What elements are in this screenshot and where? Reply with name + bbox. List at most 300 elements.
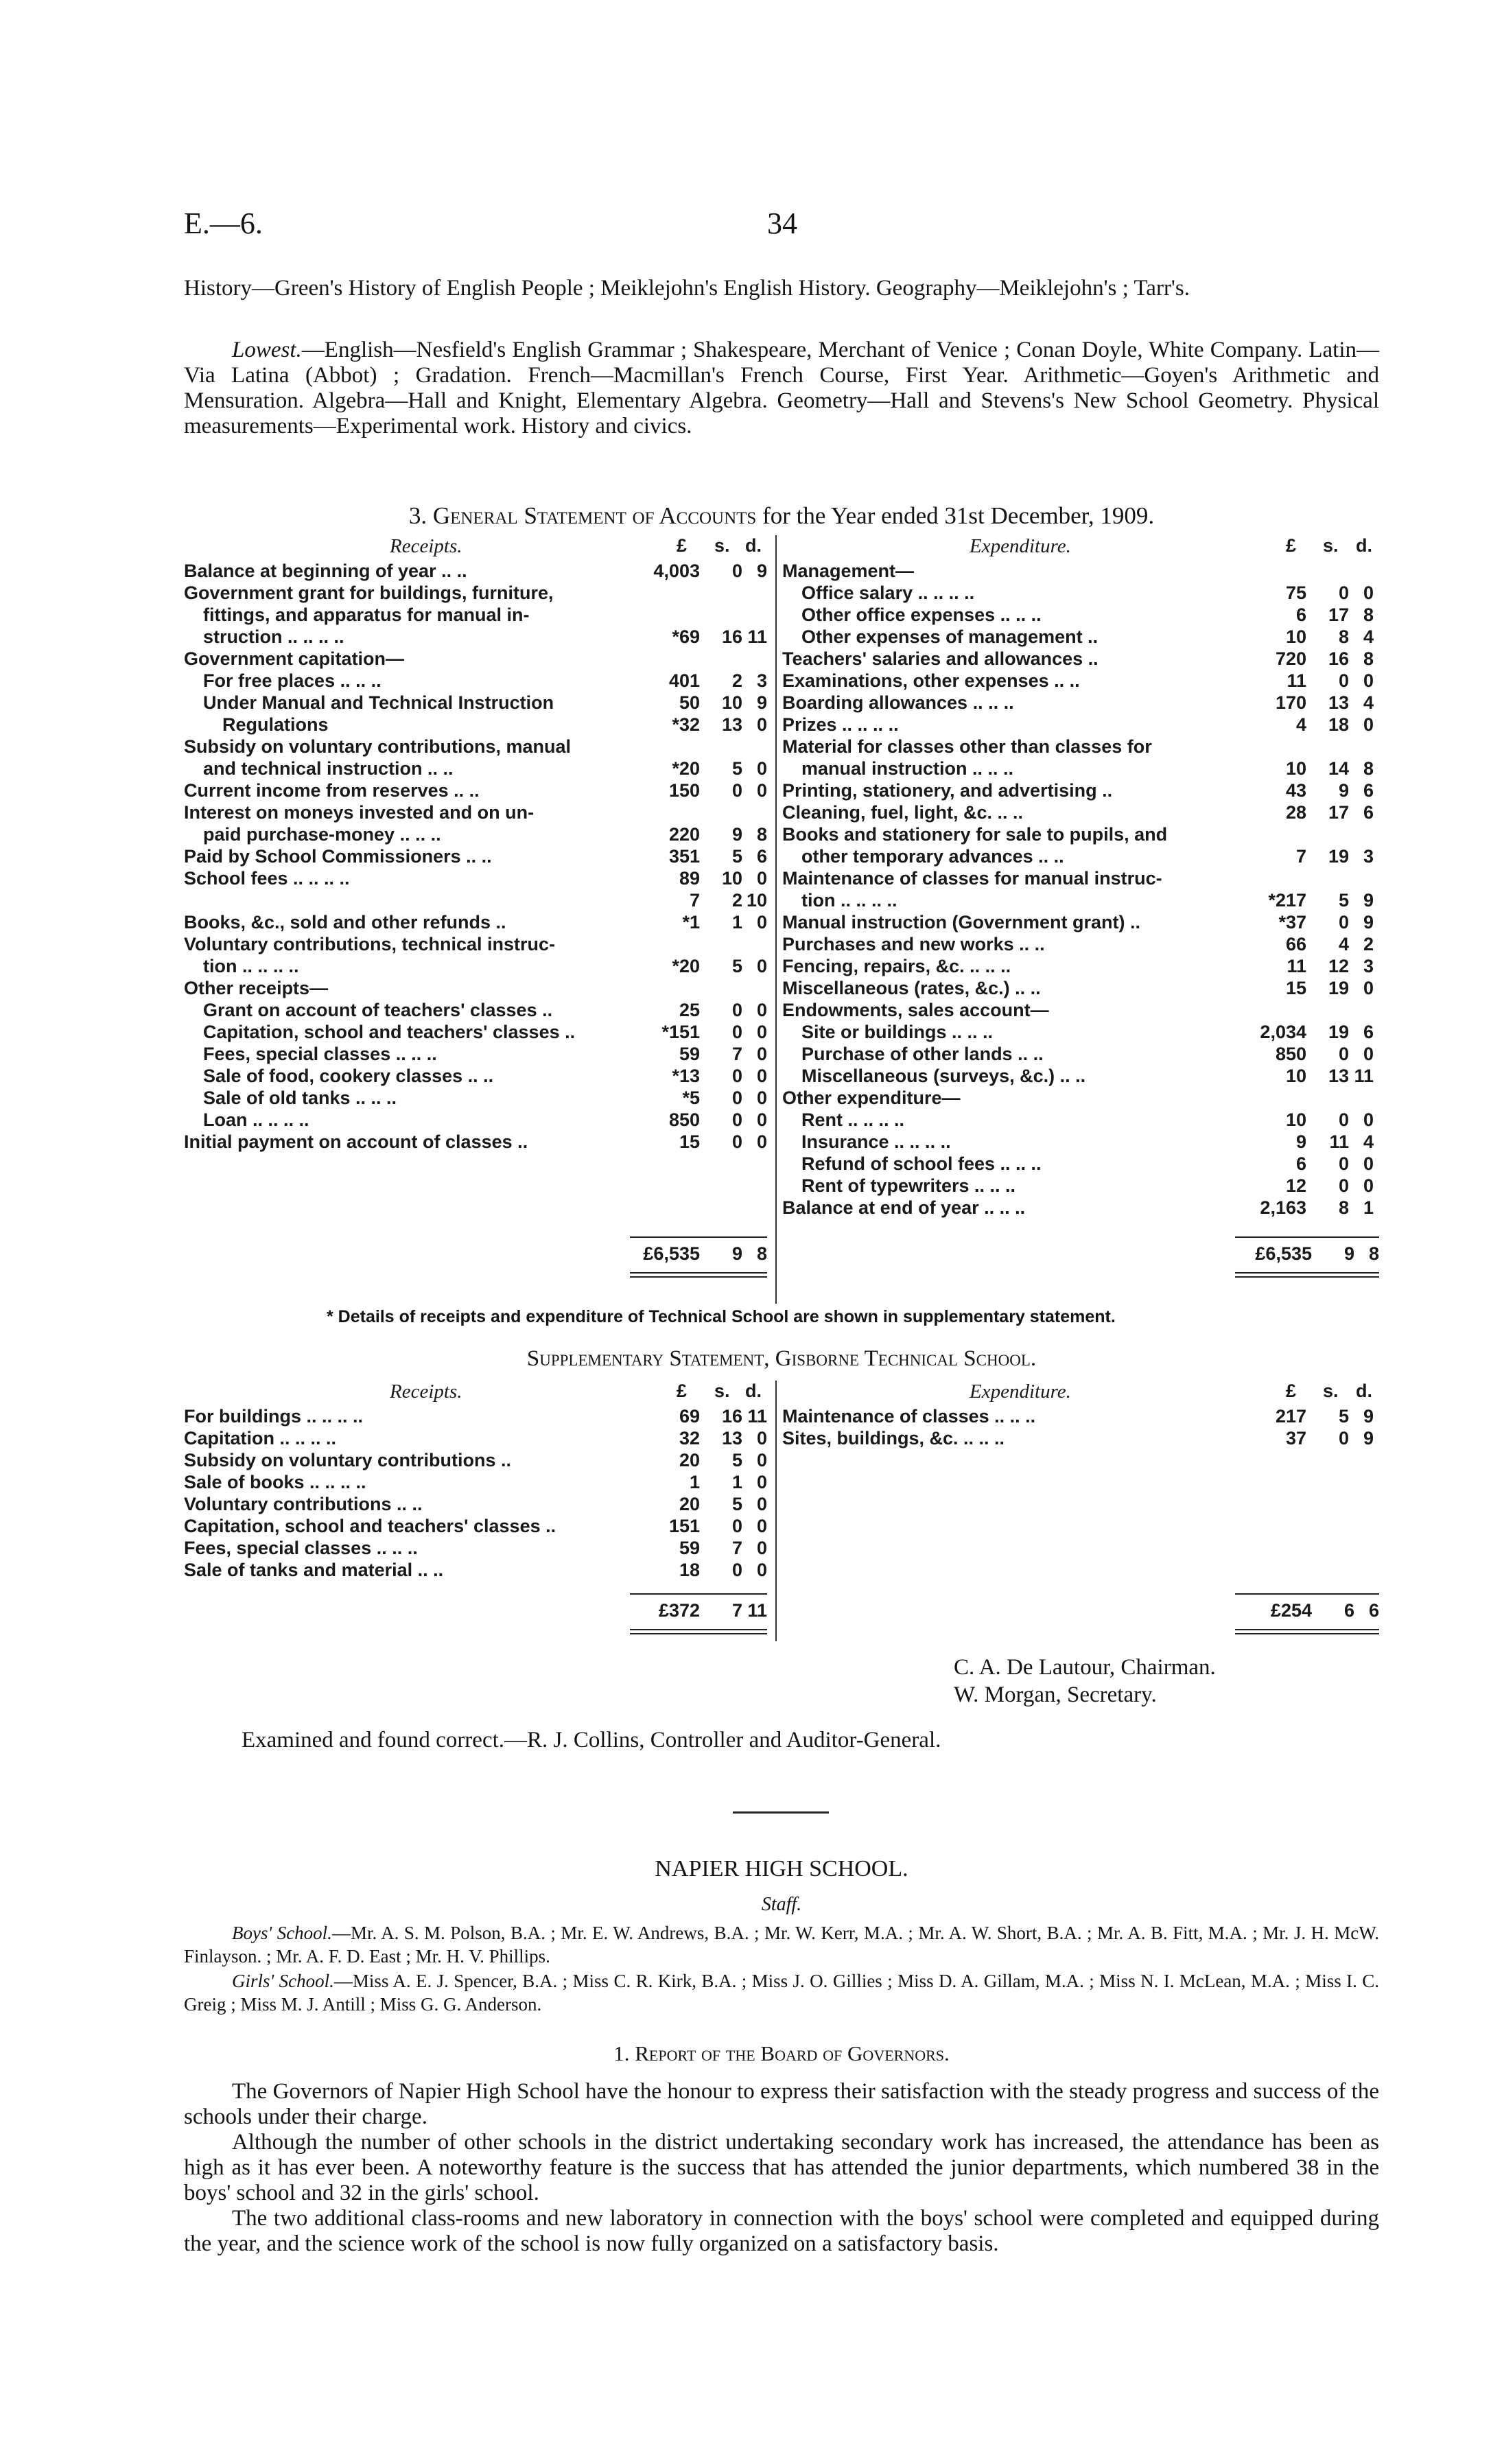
amount-pounds: 401 xyxy=(668,670,700,691)
account-label: Sale of food, cookery classes .. .. xyxy=(203,1066,494,1086)
amount-pounds: *37 xyxy=(1278,912,1306,932)
amount-pence: 8 xyxy=(1363,648,1374,669)
document-code: E.—6. xyxy=(184,207,263,240)
amount-shillings: 0 xyxy=(731,1516,742,1536)
amount-pence: 6 xyxy=(756,846,767,867)
account-label: Insurance .. .. .. .. xyxy=(801,1131,951,1152)
amount-pence: 8 xyxy=(1363,758,1374,779)
amount-pence: 0 xyxy=(756,912,767,932)
amount-shillings: 19 xyxy=(1328,846,1349,867)
account-label: Books, &c., sold and other refunds .. xyxy=(184,912,506,932)
account-row xyxy=(184,1021,773,1043)
amount-pence: 9 xyxy=(1363,1428,1374,1448)
account-label: Other receipts— xyxy=(184,978,329,998)
account-row xyxy=(782,911,1379,933)
amount-pounds: *13 xyxy=(672,1066,700,1086)
account-row xyxy=(782,1405,1379,1427)
amount-shillings: 5 xyxy=(731,956,742,976)
account-label: Fencing, repairs, &c. .. .. .. xyxy=(782,956,1011,976)
amount-pence: 1 xyxy=(1363,1197,1374,1218)
account-row xyxy=(184,714,773,736)
account-label: Examinations, other expenses .. .. xyxy=(782,670,1080,691)
auditor-note: Examined and found correct.—R. J. Collins, Controller and Auditor-General. xyxy=(242,1728,941,1752)
account-row xyxy=(782,1131,1379,1153)
amount-pounds: *69 xyxy=(672,626,700,647)
amount-shillings: 10 xyxy=(721,692,742,713)
account-label: Miscellaneous (rates, &c.) .. .. xyxy=(782,978,1041,998)
amount-pounds: 220 xyxy=(668,824,700,845)
account-row xyxy=(782,1087,1379,1109)
amount-pence: 9 xyxy=(1363,890,1374,911)
account-label: Rent of typewriters .. .. .. xyxy=(801,1175,1016,1196)
account-label: Other expenses of management .. xyxy=(801,626,1099,647)
girls-staff: Girls' School.—Miss A. E. J. Spencer, B.A. ; Miss C. R. Kirk, B.A. ; Miss J. O. Gillies ; Miss D. A. Gillam, M.A. ; Miss N. I. McLean, M.A. ; Miss I. C. Greig ; Miss M. J. Antill ; Miss G. G. Anderson. xyxy=(184,1971,1379,2015)
lowest-text: —English—Nesfield's English Grammar ; Shakespeare, Merchant of Venice ; Conan Doyle, White Company. Latin—Via Latina (Abbot) ; Gradation. French—Macmillan's French Course, First Year. Arithmetic—Goyen's Arithmetic and Mensuration. Algebra—Hall and Knight, Elementary Algebra. Geometry—Hall and Stevens's New School Geometry. Physical measurements—Experimental work. History and civics. xyxy=(184,338,1379,438)
account-row xyxy=(782,670,1379,692)
amount-shillings: 5 xyxy=(731,846,742,867)
account-label: tion .. .. .. .. xyxy=(801,890,897,911)
account-row xyxy=(184,1537,773,1559)
amount-pence: 4 xyxy=(1363,1131,1374,1152)
amount-pounds: 2,034 xyxy=(1260,1022,1306,1042)
amount-shillings: 8 xyxy=(1338,1197,1349,1218)
amount-shillings: 13 xyxy=(721,1428,742,1448)
account-label: Voluntary contributions, technical instruc- xyxy=(184,934,556,954)
account-label: Other office expenses .. .. .. xyxy=(801,605,1042,625)
account-label: Capitation, school and teachers' classes .. xyxy=(203,1022,576,1042)
account-row xyxy=(184,933,773,955)
account-label: Sale of tanks and material .. .. xyxy=(184,1560,444,1580)
account-row xyxy=(782,582,1379,604)
amount-pounds: 43 xyxy=(1285,780,1306,801)
account-label: Sites, buildings, &c. .. .. .. xyxy=(782,1428,1005,1448)
account-row xyxy=(184,911,773,933)
amount-pounds: 15 xyxy=(1285,978,1306,998)
footnote: * Details of receipts and expenditure of Technical School are shown in supplementary statement. xyxy=(327,1307,1116,1326)
account-row xyxy=(184,1087,773,1109)
account-row xyxy=(184,1471,773,1493)
amount-shillings: 13 xyxy=(1328,692,1349,713)
expenditure-total-rule-top xyxy=(1235,1236,1379,1238)
account-label: Sale of books .. .. .. .. xyxy=(184,1472,366,1492)
amount-shillings: 0 xyxy=(1338,1153,1349,1174)
account-label: Government grant for buildings, furniture, xyxy=(184,583,554,603)
amount-pence: 0 xyxy=(1363,1153,1374,1174)
amount-shillings: 0 xyxy=(731,1131,742,1152)
account-row xyxy=(184,736,773,758)
intro-paragraph-history: History—Green's History of English People ; Meiklejohn's English History. Geography—Meiklejohn's ; Tarr's. xyxy=(184,276,1190,301)
account-row xyxy=(184,801,773,823)
amount-pence: 0 xyxy=(756,1000,767,1020)
amount-pounds: 11 xyxy=(1287,670,1306,691)
amount-shillings: 5 xyxy=(1338,890,1349,911)
amount-shillings: 19 xyxy=(1328,1022,1349,1042)
amount-shillings: 8 xyxy=(1338,626,1349,647)
report-paragraph-3: The two additional class-rooms and new laboratory in connection with the boys' school were completed and equipped during the year, and the science work of the school is now fully organized on a satisfactory basis. xyxy=(184,2206,1379,2256)
account-row xyxy=(184,889,773,911)
account-row xyxy=(184,977,773,999)
account-row xyxy=(184,626,773,648)
amount-pounds: 66 xyxy=(1285,934,1306,954)
account-label: Subsidy on voluntary contributions .. xyxy=(184,1450,512,1470)
amount-pounds: *20 xyxy=(672,758,700,779)
amount-shillings: 19 xyxy=(1328,978,1349,998)
amount-shillings: 0 xyxy=(731,1088,742,1108)
amount-shillings: 17 xyxy=(1328,802,1349,823)
amount-pence: 0 xyxy=(756,1131,767,1152)
amount-pence: 3 xyxy=(756,670,767,691)
amount-pence: 0 xyxy=(756,1088,767,1108)
col-shilling: s. xyxy=(714,535,730,556)
amount-pounds: 150 xyxy=(668,780,700,801)
amount-shillings: 13 xyxy=(721,714,742,735)
supplementary-title: Supplementary Statement, Gisborne Technical School. xyxy=(526,1346,1037,1371)
amount-pence: 0 xyxy=(756,956,767,976)
supp-receipts-double-b xyxy=(630,1633,767,1634)
amount-pence: 10 xyxy=(746,890,767,911)
amount-shillings: 11 xyxy=(1329,1131,1349,1152)
column-divider xyxy=(775,535,777,1304)
account-row xyxy=(782,626,1379,648)
amount-pounds: *151 xyxy=(661,1022,700,1042)
amount-pence: 0 xyxy=(756,1022,767,1042)
account-row xyxy=(184,648,773,670)
intro-paragraph-lowest xyxy=(184,338,1379,439)
account-row xyxy=(782,977,1379,999)
amount-shillings: 14 xyxy=(1328,758,1349,779)
account-row xyxy=(782,692,1379,714)
amount-shillings: 16 xyxy=(721,626,742,647)
supp-receipts-column xyxy=(184,1405,773,1581)
amount-pounds: 18 xyxy=(679,1560,700,1580)
amount-pence: 0 xyxy=(1363,978,1374,998)
amount-pounds: 69 xyxy=(679,1406,700,1427)
amount-pence: 3 xyxy=(1363,956,1374,976)
amount-pence: 0 xyxy=(1363,1175,1374,1196)
account-label: Site or buildings .. .. .. xyxy=(801,1022,994,1042)
amount-shillings: 17 xyxy=(1328,605,1349,625)
signature-secretary: W. Morgan, Secretary. xyxy=(954,1682,1157,1707)
account-row xyxy=(782,1175,1379,1197)
expenditure-column xyxy=(782,560,1379,1219)
account-label: Prizes .. .. .. .. xyxy=(782,714,899,735)
amount-pounds: 10 xyxy=(1285,1110,1306,1130)
amount-pounds: 7 xyxy=(689,890,700,911)
amount-pence: 0 xyxy=(1363,1110,1374,1130)
account-label: Balance at beginning of year .. .. xyxy=(184,561,467,581)
amount-shillings: 0 xyxy=(731,1560,742,1580)
amount-pence: 3 xyxy=(1363,846,1374,867)
account-row xyxy=(782,736,1379,758)
amount-pounds: 20 xyxy=(679,1494,700,1514)
account-label: Miscellaneous (surveys, &c.) .. .. xyxy=(801,1066,1086,1086)
amount-pence: 0 xyxy=(1363,583,1374,603)
amount-pence: 11 xyxy=(1354,1066,1374,1086)
amount-pounds: 11 xyxy=(1287,956,1306,976)
amount-pounds: 351 xyxy=(668,846,700,867)
account-label: other temporary advances .. .. xyxy=(801,846,1064,867)
expenditure-heading: Expenditure. xyxy=(970,535,1071,557)
amount-pounds: 720 xyxy=(1275,648,1306,669)
account-row xyxy=(782,999,1379,1021)
amount-shillings: 9 xyxy=(731,824,742,845)
amount-pence: 0 xyxy=(756,714,767,735)
amount-shillings: 0 xyxy=(1338,1428,1349,1448)
amount-shillings: 12 xyxy=(1328,956,1349,976)
amount-shillings: 16 xyxy=(1328,648,1349,669)
amount-pence: 0 xyxy=(1363,714,1374,735)
amount-shillings: 7 xyxy=(731,1538,742,1558)
account-label: Capitation .. .. .. .. xyxy=(184,1428,337,1448)
account-row xyxy=(782,1109,1379,1131)
amount-pounds: 10 xyxy=(1285,626,1306,647)
amount-pounds: 4 xyxy=(1295,714,1306,735)
amount-shillings: 5 xyxy=(731,758,742,779)
amount-shillings: 13 xyxy=(1328,1066,1349,1086)
account-row xyxy=(782,1043,1379,1065)
account-label: Office salary .. .. .. .. xyxy=(801,583,975,603)
supp-col-pence-exp: d. xyxy=(1356,1381,1372,1401)
amount-pence: 0 xyxy=(756,1450,767,1470)
account-label: For buildings .. .. .. .. xyxy=(184,1406,363,1427)
amount-pence: 11 xyxy=(747,626,767,647)
account-row xyxy=(184,758,773,779)
amount-shillings: 7 xyxy=(731,1044,742,1064)
amount-pounds: 2,163 xyxy=(1260,1197,1306,1218)
report-paragraph-1: The Governors of Napier High School have the honour to express their satisfaction with the steady progress and success of the schools under their charge. xyxy=(184,2079,1379,2129)
account-row xyxy=(184,1559,773,1581)
amount-shillings: 0 xyxy=(1338,912,1349,932)
amount-pounds: 1 xyxy=(689,1472,700,1492)
account-label: Grant on account of teachers' classes .. xyxy=(203,1000,553,1020)
account-label: Government capitation— xyxy=(184,648,405,669)
amount-pence: 8 xyxy=(756,824,767,845)
account-label: Management— xyxy=(782,561,915,581)
amount-pence: 6 xyxy=(1363,1022,1374,1042)
amount-shillings: 0 xyxy=(731,1022,742,1042)
account-label: Paid by School Commissioners .. .. xyxy=(184,846,492,867)
amount-shillings: 5 xyxy=(731,1450,742,1470)
account-row xyxy=(184,1065,773,1087)
amount-pence: 0 xyxy=(756,1044,767,1064)
supp-col-pound: £ xyxy=(677,1381,688,1401)
account-row xyxy=(782,648,1379,670)
amount-pence: 0 xyxy=(1363,1044,1374,1064)
account-row xyxy=(184,582,773,604)
account-label: Rent .. .. .. .. xyxy=(801,1110,905,1130)
account-label: and technical instruction .. .. xyxy=(203,758,454,779)
amount-shillings: 10 xyxy=(721,868,742,889)
amount-pounds: 75 xyxy=(1285,583,1306,603)
amount-pence: 9 xyxy=(756,561,767,581)
account-label: Capitation, school and teachers' classes .. xyxy=(184,1516,556,1536)
supp-col-shilling-exp: s. xyxy=(1323,1381,1339,1401)
amount-pence: 0 xyxy=(756,1428,767,1448)
amount-pence: 9 xyxy=(1363,912,1374,932)
amount-pence: 9 xyxy=(756,692,767,713)
amount-pence: 8 xyxy=(1363,605,1374,625)
account-row xyxy=(782,889,1379,911)
amount-shillings: 2 xyxy=(731,890,742,911)
amount-shillings: 18 xyxy=(1328,714,1349,735)
amount-pounds: 15 xyxy=(679,1131,700,1152)
account-label: paid purchase-money .. .. .. xyxy=(203,824,441,845)
account-label: Books and stationery for sale to pupils, and xyxy=(782,824,1168,845)
account-label: Fees, special classes .. .. .. xyxy=(203,1044,437,1064)
amount-pounds: 37 xyxy=(1285,1428,1306,1448)
account-label: Under Manual and Technical Instruction xyxy=(203,692,554,713)
amount-pounds: *20 xyxy=(672,956,700,976)
amount-pence: 0 xyxy=(756,1066,767,1086)
account-row xyxy=(782,779,1379,801)
account-row xyxy=(184,1405,773,1427)
supp-col-shilling: s. xyxy=(714,1381,730,1401)
amount-pounds: 6 xyxy=(1295,1153,1306,1174)
amount-shillings: 0 xyxy=(1338,670,1349,691)
section-divider xyxy=(733,1811,829,1814)
amount-pounds: 59 xyxy=(679,1044,700,1064)
amount-shillings: 0 xyxy=(1338,583,1349,603)
account-label: Purchase of other lands .. .. xyxy=(801,1044,1044,1064)
receipts-double-rule-a xyxy=(630,1272,767,1274)
amount-pounds: 170 xyxy=(1275,692,1306,713)
account-row xyxy=(184,1427,773,1449)
amount-pounds: 7 xyxy=(1295,846,1306,867)
amount-pounds: 151 xyxy=(668,1516,700,1536)
amount-pounds: *32 xyxy=(672,714,700,735)
account-label: Other expenditure— xyxy=(782,1088,961,1108)
amount-pounds: 10 xyxy=(1285,758,1306,779)
amount-shillings: 5 xyxy=(731,1494,742,1514)
account-row xyxy=(782,1065,1379,1087)
napier-title: NAPIER HIGH SCHOOL. xyxy=(655,1856,908,1881)
amount-pounds: 4,003 xyxy=(653,561,700,581)
boys-staff: Boys' School.—Mr. A. S. M. Polson, B.A. ; Mr. E. W. Andrews, B.A. ; Mr. W. Kerr, M.A. ; Mr. A. W. Short, B.A. ; Mr. A. B. Fitt, M.A. ; Mr. J. H. McW. Finlayson. ; Mr. A. F. D. East ; Mr. H. V. Phillips. xyxy=(184,1923,1379,1967)
amount-pence: 0 xyxy=(756,1538,767,1558)
account-label: Maintenance of classes .. .. .. xyxy=(782,1406,1036,1427)
amount-shillings: 0 xyxy=(1338,1175,1349,1196)
receipts-column xyxy=(184,560,773,1153)
account-row xyxy=(782,801,1379,823)
amount-shillings: 0 xyxy=(731,1110,742,1130)
report-heading: 1. Report of the Board of Governors. xyxy=(613,2041,950,2065)
account-row xyxy=(184,1493,773,1515)
amount-shillings: 4 xyxy=(1338,934,1349,954)
account-label: Endowments, sales account— xyxy=(782,1000,1049,1020)
account-label: Loan .. .. .. .. xyxy=(203,1110,309,1130)
amount-pounds: *217 xyxy=(1268,890,1306,911)
account-label: Cleaning, fuel, light, &c. .. .. xyxy=(782,802,1024,823)
report-paragraph-2: Although the number of other schools in the district undertaking secondary work has increased, the attendance has been as high as it has ever been. A noteworthy feature is the success that has attended the junior departments, which numbered 38 in the boys' school and 32 in the girls' school. xyxy=(184,2130,1379,2205)
account-label: fittings, and apparatus for manual in- xyxy=(203,605,530,625)
account-row xyxy=(184,999,773,1021)
amount-pounds: 850 xyxy=(1275,1044,1306,1064)
account-row xyxy=(782,955,1379,977)
amount-shillings: 16 xyxy=(721,1406,742,1427)
account-label: struction .. .. .. .. xyxy=(203,626,344,647)
staff-heading: Staff. xyxy=(761,1894,802,1915)
col-pound: £ xyxy=(677,535,688,556)
amount-pence: 0 xyxy=(756,780,767,801)
amount-pounds: 25 xyxy=(679,1000,700,1020)
receipts-heading: Receipts. xyxy=(390,535,462,557)
account-label: Subsidy on voluntary contributions, manual xyxy=(184,736,572,757)
account-label: Refund of school fees .. .. .. xyxy=(801,1153,1042,1174)
account-row xyxy=(184,1515,773,1537)
expenditure-double-rule-b xyxy=(1235,1276,1379,1278)
receipts-double-rule-b xyxy=(630,1276,767,1278)
lowest-label: Lowest. xyxy=(232,338,302,362)
account-row xyxy=(782,604,1379,626)
account-row xyxy=(184,692,773,714)
account-label: Regulations xyxy=(222,714,329,735)
account-row xyxy=(782,1427,1379,1449)
supp-receipts-heading: Receipts. xyxy=(390,1381,462,1403)
account-row xyxy=(184,845,773,867)
supp-expenditure-double-b xyxy=(1235,1633,1379,1634)
account-label: Purchases and new works .. .. xyxy=(782,934,1045,954)
amount-shillings: 2 xyxy=(731,670,742,691)
amount-pence: 0 xyxy=(756,758,767,779)
supp-col-pound-exp: £ xyxy=(1286,1381,1297,1401)
receipts-total-rule-top xyxy=(630,1236,767,1238)
account-label: tion .. .. .. .. xyxy=(203,956,299,976)
amount-pounds: *5 xyxy=(682,1088,700,1108)
amount-pounds: 6 xyxy=(1295,605,1306,625)
amount-shillings: 0 xyxy=(731,1000,742,1020)
amount-pence: 2 xyxy=(1363,934,1374,954)
amount-pounds: 10 xyxy=(1285,1066,1306,1086)
account-label: Material for classes other than classes for xyxy=(782,736,1152,757)
amount-pence: 0 xyxy=(756,1472,767,1492)
amount-pounds: 20 xyxy=(679,1450,700,1470)
amount-pounds: 89 xyxy=(679,868,700,889)
supp-receipts-double-a xyxy=(630,1629,767,1630)
account-row xyxy=(184,1043,773,1065)
account-label: School fees .. .. .. .. xyxy=(184,868,350,889)
account-row xyxy=(184,867,773,889)
amount-pence: 0 xyxy=(756,1516,767,1536)
account-label: manual instruction .. .. .. xyxy=(801,758,1014,779)
account-label: Balance at end of year .. .. .. xyxy=(782,1197,1026,1218)
account-row xyxy=(184,1449,773,1471)
amount-pence: 0 xyxy=(756,1560,767,1580)
amount-shillings: 0 xyxy=(731,780,742,801)
amount-pence: 6 xyxy=(1363,780,1374,801)
supp-receipts-rule-top xyxy=(630,1593,767,1595)
supp-expenditure-column xyxy=(782,1405,1379,1449)
supplementary-table: Receipts. £ s. d. Expenditure. £ s. d. For buildings .. .. .. .. 69 16 11 Capitation .. .. .. .. 32 13 0 Subsidy on voluntary contributions .. 20 5 0 Sale of books .. .. .. .. 1 1 0 Voluntary contributions .. .. 20 5 0 Capitation, school and teachers' classes .. 151 0 0 Fees, special classes .. .. .. 59 7 0 Sale of tanks and material .. .. 18 0 0 Maintenance of classes .. .. .. 217 5 9 Sites, buildings, &c. .. .. .. 37 0 9 £372 7 11 £254 6 6 xyxy=(184,1381,1379,1669)
amount-shillings: 5 xyxy=(1338,1406,1349,1427)
account-label: Boarding allowances .. .. .. xyxy=(782,692,1014,713)
account-label: For free places .. .. .. xyxy=(203,670,381,691)
supp-col-pence: d. xyxy=(745,1381,762,1401)
signature-chairman: C. A. De Lautour, Chairman. xyxy=(954,1655,1216,1680)
account-row xyxy=(184,955,773,977)
account-row xyxy=(184,823,773,845)
amount-pence: 0 xyxy=(756,1494,767,1514)
amount-pounds: 32 xyxy=(679,1428,700,1448)
col-shilling-exp: s. xyxy=(1323,535,1339,556)
amount-shillings: 0 xyxy=(1338,1044,1349,1064)
amount-shillings: 9 xyxy=(1338,780,1349,801)
account-label: Fees, special classes .. .. .. xyxy=(184,1538,418,1558)
account-row xyxy=(782,560,1379,582)
expenditure-double-rule-a xyxy=(1235,1272,1379,1274)
amount-pence: 9 xyxy=(1363,1406,1374,1427)
account-row xyxy=(184,604,773,626)
amount-pounds: 9 xyxy=(1295,1131,1306,1152)
